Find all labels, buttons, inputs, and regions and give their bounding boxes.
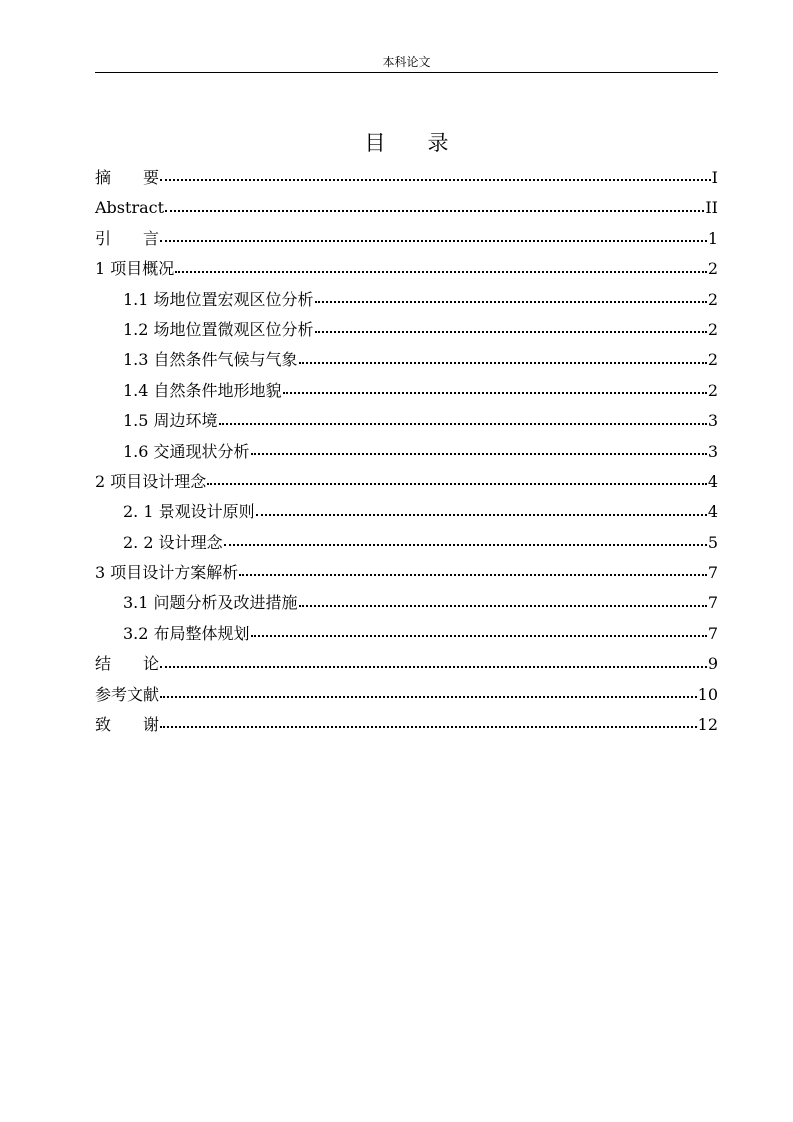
toc-entry-label: 1.6 交通现状分析: [123, 441, 250, 461]
toc-leader-dots: [299, 362, 707, 364]
toc-entry-label: Abstract: [95, 198, 165, 218]
toc-leader-dots: [160, 666, 707, 668]
toc-leader-dots: [283, 392, 707, 394]
toc-leader-dots: [315, 301, 707, 303]
toc-entry[interactable]: [95, 345, 718, 375]
toc-entry-label: 1.1 场地位置宏观区位分析: [123, 289, 314, 309]
toc-entry[interactable]: [95, 193, 718, 223]
toc-entry-page: II: [705, 198, 718, 218]
toc-leader-dots: [219, 423, 707, 425]
toc-entry[interactable]: [95, 224, 718, 254]
toc-entry-label: 2 项目设计理念: [95, 471, 207, 491]
toc-leader-dots: [160, 696, 697, 698]
toc-entry-label: 1.2 场地位置微观区位分析: [123, 319, 314, 339]
toc-entry[interactable]: [95, 467, 718, 497]
toc-entry-label: 3.1 问题分析及改进措施: [123, 593, 298, 613]
toc-entry[interactable]: [95, 558, 718, 588]
toc-entry-label: 3 项目设计方案解析: [95, 563, 239, 583]
toc-entry-page: 2: [707, 380, 718, 400]
toc-entry[interactable]: [95, 376, 718, 406]
toc-entry[interactable]: [95, 649, 718, 679]
toc-entry-label: 引 言: [95, 228, 160, 248]
toc-leader-dots: [224, 544, 707, 546]
toc-entry-label: 1.5 周边环境: [123, 411, 218, 431]
toc-entry-page: 9: [707, 654, 718, 674]
toc-leader-dots: [160, 240, 707, 242]
toc-leader-dots: [239, 574, 707, 576]
toc-entry-page: 2: [707, 259, 718, 279]
toc-entry-label: 1.4 自然条件地形地貌: [123, 380, 282, 400]
toc-entry-page: 2: [707, 289, 718, 309]
toc-entry[interactable]: [95, 406, 718, 436]
toc-entry-page: 3: [707, 411, 718, 431]
toc-entry-label: 3.2 布局整体规划: [123, 623, 250, 643]
toc-leader-dots: [251, 453, 707, 455]
toc-entry-page: 4: [707, 502, 718, 522]
toc-entry-page: 10: [697, 684, 718, 704]
toc-entry-page: I: [711, 168, 718, 187]
toc-entry[interactable]: [95, 710, 718, 740]
toc-entry-label: 摘 要: [95, 168, 160, 187]
toc-leader-dots: [207, 483, 707, 485]
toc-entry-label: 1.3 自然条件气候与气象: [123, 350, 298, 370]
page-header: 本科论文: [382, 55, 431, 69]
toc-entry[interactable]: [95, 497, 718, 527]
toc-leader-dots: [160, 179, 711, 181]
toc-leader-dots: [315, 331, 707, 333]
toc-entry[interactable]: [95, 285, 718, 315]
toc-entry-label: 参考文献: [95, 684, 160, 704]
toc-entry-page: 2: [707, 319, 718, 339]
toc-entry-label: 结 论: [95, 654, 160, 674]
toc-leader-dots: [256, 514, 707, 516]
toc-title: 目 录: [364, 131, 449, 155]
toc-leader-dots: [251, 635, 707, 637]
header-rule: [95, 72, 718, 73]
toc-entry-label: 2. 1 景观设计原则: [123, 502, 255, 522]
toc-entry-page: 7: [707, 593, 718, 613]
toc-leader-dots: [175, 271, 707, 273]
toc-leader-dots: [299, 605, 707, 607]
toc-entry[interactable]: [95, 528, 718, 558]
toc-entry-page: 7: [707, 563, 718, 583]
toc-entry-page: 7: [707, 623, 718, 643]
toc-entry-page: 5: [707, 532, 718, 552]
toc-entry-page: 1: [707, 228, 718, 248]
toc-entry[interactable]: [95, 437, 718, 467]
table-of-contents: [95, 163, 718, 740]
toc-entry-page: 2: [707, 350, 718, 370]
toc-entry[interactable]: [95, 619, 718, 649]
toc-entry-label: 1 项目概况: [95, 259, 175, 279]
toc-leader-dots: [160, 726, 697, 728]
toc-entry-label: 2. 2 设计理念: [123, 532, 223, 552]
toc-entry[interactable]: [95, 315, 718, 345]
toc-entry[interactable]: [95, 588, 718, 618]
toc-leader-dots: [165, 210, 704, 212]
toc-entry-page: 4: [707, 471, 718, 491]
toc-entry[interactable]: [95, 680, 718, 710]
toc-entry[interactable]: [95, 254, 718, 284]
toc-entry-page: 3: [707, 441, 718, 461]
toc-entry-page: 12: [697, 715, 718, 735]
toc-entry[interactable]: [95, 163, 718, 193]
toc-entry-label: 致 谢: [95, 715, 160, 735]
